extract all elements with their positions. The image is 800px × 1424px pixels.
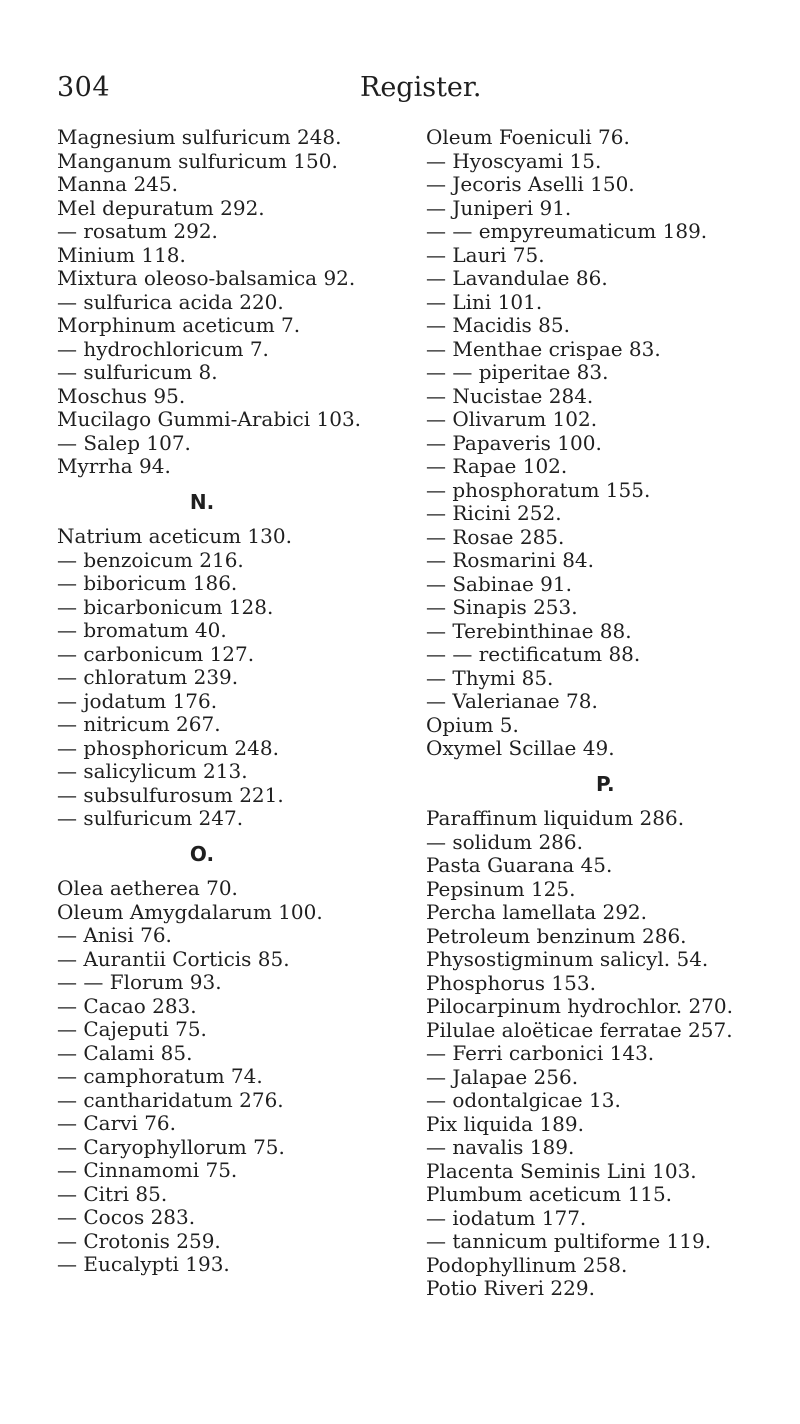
index-entry: Myrrha 94.	[57, 454, 171, 478]
index-entry: — Thymi 85.	[426, 665, 554, 690]
index-entry: Percha lamellata 292.	[426, 900, 648, 924]
index-entry: — Rapae 102.	[426, 454, 568, 478]
index-entry: — Jecoris Aselli 150.	[426, 172, 635, 196]
index-entry: Moschus 95.	[57, 383, 186, 408]
index-entry: — Salep 107.	[57, 430, 191, 455]
index-entry: Physostigminum salicyl. 54.	[426, 947, 709, 971]
index-entry: Magnesium sulfuricum 248.	[57, 125, 342, 149]
index-entry: — Cocos 283.	[57, 1205, 196, 1229]
index-entry: — Nucistae 284.	[426, 383, 594, 408]
index-entry: — Calami 85.	[57, 1040, 193, 1065]
index-entry: — Lavandulae 86.	[426, 266, 608, 290]
left-column	[57, 126, 387, 1277]
right-column	[426, 126, 796, 1301]
index-entry: Minium 118.	[57, 242, 186, 267]
index-entry: — navalis 189.	[426, 1135, 575, 1159]
index-entry: Plumbum aceticum 115.	[426, 1182, 673, 1206]
index-entry: — bromatum 40.	[57, 618, 227, 642]
section-letter: O.	[189, 841, 215, 866]
index-entry: — bicarbonicum 128.	[57, 594, 274, 619]
index-entry: Manna 245.	[57, 172, 178, 196]
index-entry: — Lini 101.	[426, 289, 543, 314]
index-entry: — Cinnamomi 75.	[57, 1158, 238, 1182]
index-entry: — Rosmarini 84.	[426, 548, 595, 572]
index-entry: Podophyllinum 258.	[426, 1252, 628, 1277]
index-entry: Opium 5.	[426, 712, 519, 737]
index-entry: — subsulfurosum 221.	[57, 782, 284, 807]
index-entry: — — piperitae 83.	[426, 360, 609, 384]
index-entry: — Hyoscyami 15.	[426, 148, 602, 173]
index-entry: Phosphorus 153.	[426, 970, 596, 995]
index-entry: — tannicum pultiforme 119.	[426, 1229, 712, 1253]
index-entry: Morphinum aceticum 7.	[57, 313, 301, 337]
index-entry: — Jalapae 256.	[426, 1064, 579, 1089]
index-entry: Natrium aceticum 130.	[57, 524, 292, 548]
index-entry: — — rectificatum 88.	[426, 642, 641, 666]
index-entry: — chloratum 239.	[57, 665, 239, 689]
index-entry: — jodatum 176.	[57, 688, 218, 713]
index-entry: Paraffinum liquidum 286.	[426, 806, 685, 830]
index-entry: Pilocarpinum hydrochlor. 270.	[426, 994, 733, 1018]
page-number: 304	[57, 72, 111, 103]
index-entry: — Rosae 285.	[426, 524, 565, 549]
index-entry: — Aurantii Corticis 85.	[57, 946, 290, 971]
index-entry: Olea aetherea 70.	[57, 876, 238, 900]
index-entry: — Papaveris 100.	[426, 430, 602, 455]
index-entry: — Menthae crispae 83.	[426, 336, 661, 361]
index-entry: — Citri 85.	[57, 1181, 168, 1206]
section-letter: N.	[189, 489, 215, 514]
index-entry: Mixtura oleoso-balsamica 92.	[57, 266, 356, 290]
index-entry: — odontalgicae 13.	[426, 1088, 621, 1112]
index-entry: Oleum Foeniculi 76.	[426, 125, 630, 149]
section-letter: P.	[596, 771, 615, 796]
index-entry: — Cajeputi 75.	[57, 1017, 207, 1041]
index-entry: — Caryophyllorum 75.	[57, 1134, 285, 1159]
index-entry: — biboricum 186.	[57, 571, 238, 595]
index-entry: — Carvi 76.	[57, 1111, 177, 1135]
index-entry: — salicylicum 213.	[57, 759, 248, 783]
index-entry: — cantharidatum 276.	[57, 1087, 284, 1112]
index-entry: — Lauri 75.	[426, 242, 545, 267]
index-entry: — phosphoricum 248.	[57, 735, 279, 760]
index-entry: Pilulae aloëticae ferratae 257.	[426, 1017, 733, 1042]
index-entry: — — Florum 93.	[57, 970, 222, 994]
index-entry: — sulfuricum 247.	[57, 806, 244, 830]
index-entry: — Crotonis 259.	[57, 1228, 221, 1253]
index-entry: — Eucalypti 193.	[57, 1252, 230, 1276]
index-entry: — camphoratum 74.	[57, 1064, 263, 1088]
index-entry: — solidum 286.	[426, 829, 583, 854]
index-entry: — sulfurica acida 220.	[57, 289, 284, 314]
index-entry: Pix liquida 189.	[426, 1111, 584, 1136]
index-entry: Pasta Guarana 45.	[426, 853, 613, 877]
index-entry: Oleum Amygdalarum 100.	[57, 899, 323, 924]
index-entry: — — empyreumaticum 189.	[426, 219, 708, 243]
index-entry: Oxymel Scillae 49.	[426, 736, 615, 760]
index-entry: — carbonicum 127.	[57, 641, 255, 666]
index-entry: — Ferri carbonici 143.	[426, 1041, 655, 1065]
index-entry: — Macidis 85.	[426, 313, 570, 337]
index-entry: — Olivarum 102.	[426, 407, 598, 431]
index-entry: — phosphoratum 155.	[426, 477, 651, 502]
index-entry: — hydrochloricum 7.	[57, 336, 269, 361]
index-entry: — benzoicum 216.	[57, 547, 244, 572]
index-entry: Potio Riveri 229.	[426, 1276, 595, 1300]
index-entry: Manganum sulfuricum 150.	[57, 148, 338, 173]
index-entry: — nitricum 267.	[57, 712, 221, 736]
index-entry: Petroleum benzinum 286.	[426, 923, 687, 948]
index-entry: — Valerianae 78.	[426, 689, 598, 713]
index-entry: — sulfuricum 8.	[57, 360, 218, 384]
index-entry: Pepsinum 125.	[426, 876, 576, 901]
index-entry: Mucilago Gummi-Arabici 103.	[57, 407, 362, 431]
index-entry: Mel depuratum 292.	[57, 195, 265, 220]
index-entry: Placenta Seminis Lini 103.	[426, 1158, 697, 1183]
index-entry: — Ricini 252.	[426, 501, 562, 525]
index-entry: — Terebinthinae 88.	[426, 618, 632, 643]
index-entry: — Anisi 76.	[57, 923, 172, 947]
index-entry: — Cacao 283.	[57, 993, 197, 1018]
index-entry: — Sinapis 253.	[426, 595, 578, 619]
index-entry: — rosatum 292.	[57, 219, 218, 243]
index-entry: — iodatum 177.	[426, 1205, 587, 1230]
index-entry: — Juniperi 91.	[426, 195, 572, 220]
index-entry: — Sabinae 91.	[426, 571, 572, 596]
page-title: Register.	[360, 72, 482, 103]
